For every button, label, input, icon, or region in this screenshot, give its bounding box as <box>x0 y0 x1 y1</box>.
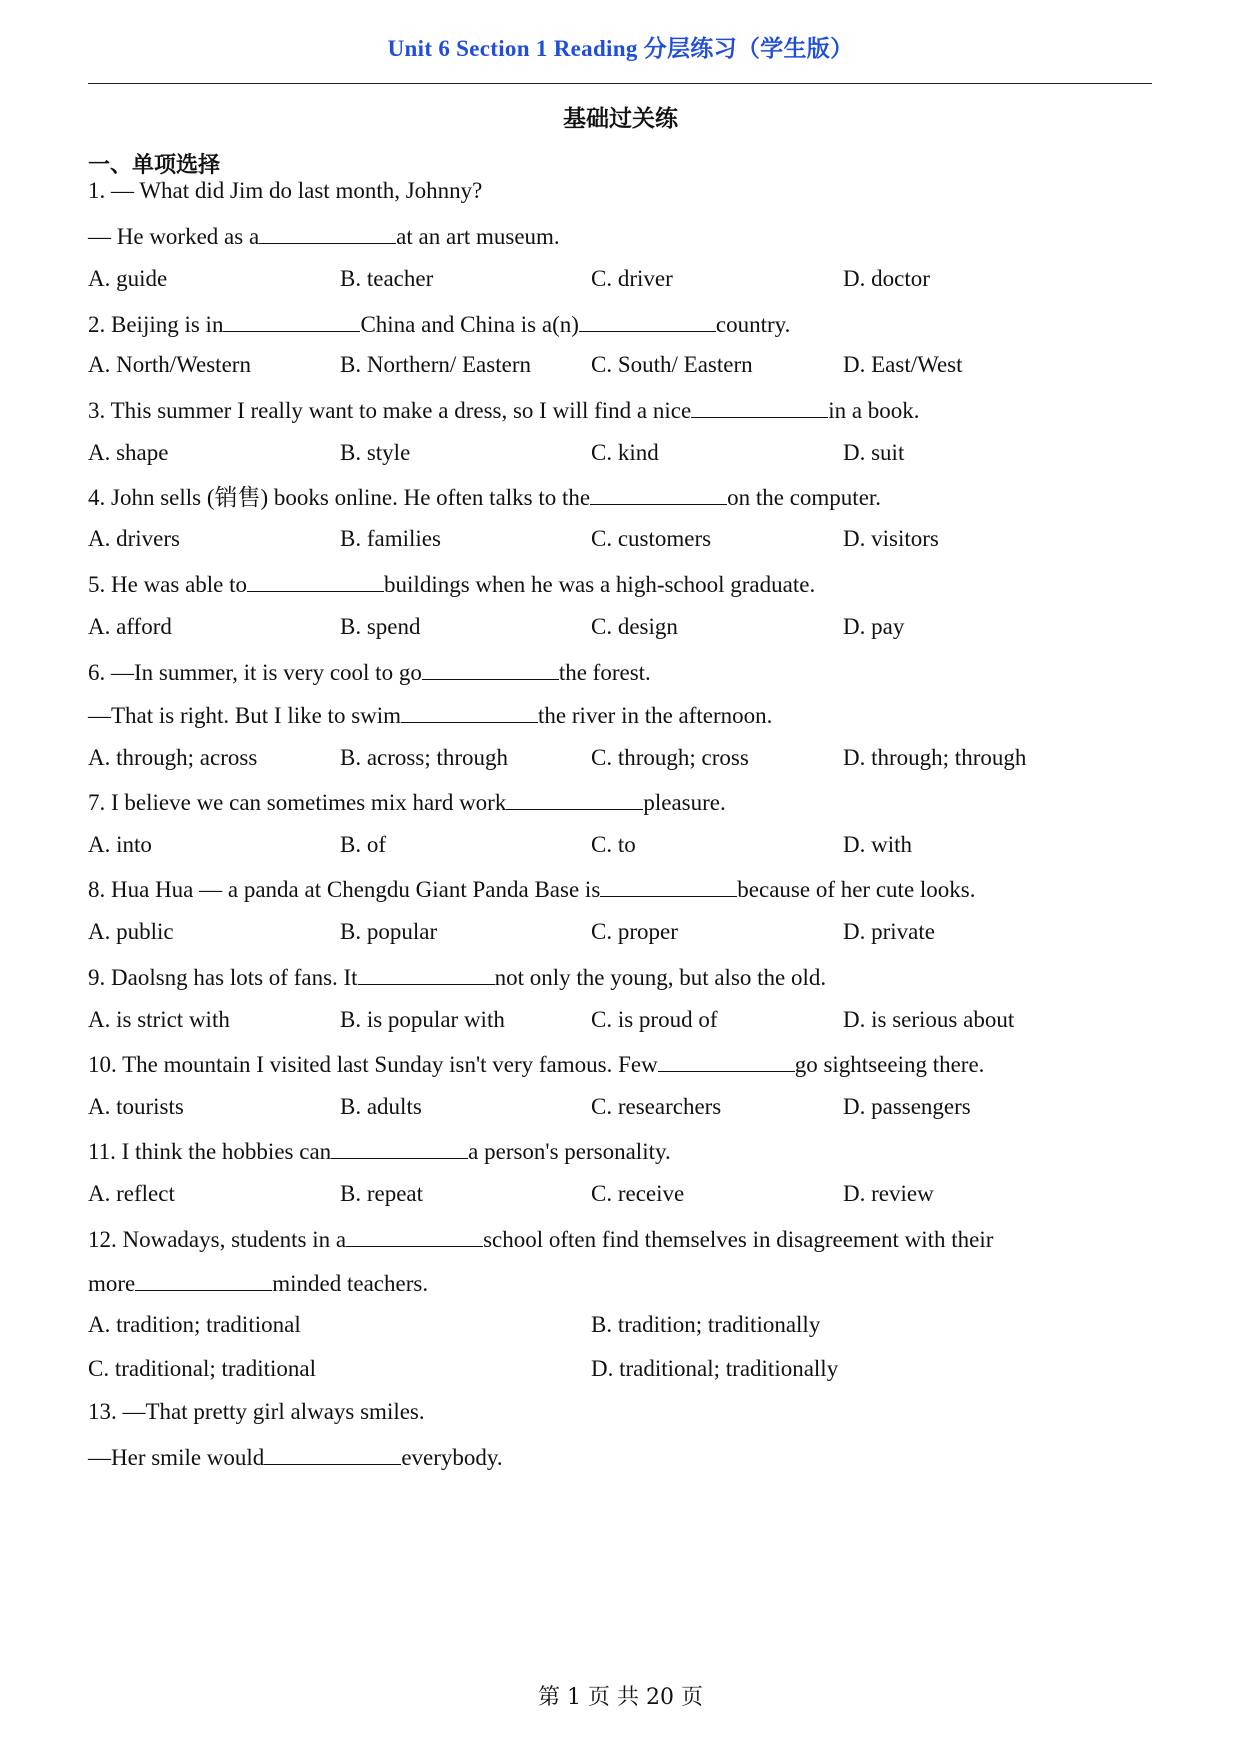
option-d[interactable]: D. review <box>843 1181 934 1206</box>
option-d[interactable]: D. pay <box>843 614 905 639</box>
answer-blank[interactable] <box>658 1049 795 1072</box>
option-a[interactable]: A. through; across <box>88 745 258 770</box>
question-3-options-row <box>88 439 1188 467</box>
question-text: at an art museum. <box>396 224 560 249</box>
answer-blank[interactable] <box>346 1224 483 1247</box>
option-c[interactable]: C. driver <box>591 266 673 291</box>
question-10-options-row <box>88 1093 1188 1121</box>
question-6-options-row <box>88 744 1188 772</box>
part-title: 一、单项选择 <box>88 153 221 178</box>
answer-blank[interactable] <box>259 221 396 244</box>
question-2-options-row <box>88 351 1188 379</box>
question-13-line-1 <box>88 1398 425 1426</box>
option-c[interactable]: C. South/ Eastern <box>591 352 753 377</box>
question-10-line-1 <box>88 1049 984 1079</box>
answer-blank[interactable] <box>247 569 384 592</box>
option-d[interactable]: D. East/West <box>843 352 963 377</box>
option-d[interactable]: D. traditional; traditionally <box>591 1356 839 1381</box>
question-text: 12. Nowadays, students in a <box>88 1227 347 1252</box>
option-c[interactable]: C. traditional; traditional <box>88 1356 317 1381</box>
question-9-line-1 <box>88 962 826 992</box>
question-text: 7. I believe we can sometimes mix hard work <box>88 790 507 815</box>
question-11-options-row <box>88 1180 1188 1208</box>
option-b[interactable]: B. adults <box>340 1094 422 1119</box>
question-text: because of her cute looks. <box>737 877 976 902</box>
question-7-line-1 <box>88 787 726 817</box>
answer-blank[interactable] <box>331 1136 468 1159</box>
option-c[interactable]: C. proper <box>591 919 678 944</box>
option-b[interactable]: B. Northern/ Eastern <box>340 352 531 377</box>
question-12-options-row <box>88 1355 1188 1383</box>
question-4-options-row <box>88 525 1188 553</box>
question-6-line-1 <box>88 657 651 687</box>
option-a[interactable]: A. drivers <box>88 526 180 551</box>
question-text: 1. — What did Jim do last month, Johnny? <box>88 178 483 203</box>
question-2-line-1 <box>88 309 790 339</box>
answer-blank[interactable] <box>401 700 538 723</box>
option-d[interactable]: D. visitors <box>843 526 939 551</box>
option-d[interactable]: D. suit <box>843 440 905 465</box>
question-text: —Her smile would <box>88 1445 265 1470</box>
answer-blank[interactable] <box>590 482 727 505</box>
question-8-options-row <box>88 918 1188 946</box>
question-text: a person's personality. <box>468 1139 671 1164</box>
option-a[interactable]: A. public <box>88 919 174 944</box>
question-text: more <box>88 1271 136 1296</box>
option-b[interactable]: B. families <box>340 526 441 551</box>
option-a[interactable]: A. afford <box>88 614 172 639</box>
question-9-options-row <box>88 1006 1188 1034</box>
question-text: on the computer. <box>727 485 882 510</box>
question-1-options-row <box>88 265 1188 293</box>
question-text: minded teachers. <box>272 1271 429 1296</box>
option-b[interactable]: B. style <box>340 440 411 465</box>
question-12-options-row <box>88 1311 1188 1339</box>
question-1-line-2 <box>88 221 560 251</box>
question-text: 5. He was able to <box>88 572 248 597</box>
question-text: 9. Daolsng has lots of fans. It <box>88 965 358 990</box>
answer-blank[interactable] <box>358 962 495 985</box>
question-11-line-1 <box>88 1136 671 1166</box>
option-a[interactable]: A. shape <box>88 440 169 465</box>
answer-blank[interactable] <box>422 657 559 680</box>
answer-blank[interactable] <box>691 395 828 418</box>
question-7-options-row <box>88 831 1188 859</box>
option-b[interactable]: B. spend <box>340 614 421 639</box>
option-b[interactable]: B. across; through <box>340 745 509 770</box>
option-c[interactable]: C. through; cross <box>591 745 749 770</box>
question-text: in a book. <box>828 398 920 423</box>
option-b[interactable]: B. of <box>340 832 386 857</box>
option-a[interactable]: A. into <box>88 832 152 857</box>
option-d[interactable]: D. doctor <box>843 266 930 291</box>
question-text: 8. Hua Hua — a panda at Chengdu Giant Panda Base is <box>88 877 601 902</box>
question-text: 4. John sells (销售) books online. He often talks to the <box>88 485 591 510</box>
option-b[interactable]: B. tradition; traditionally <box>591 1312 821 1337</box>
question-text: 11. I think the hobbies can <box>88 1139 332 1164</box>
option-a[interactable]: A. reflect <box>88 1181 175 1206</box>
question-text: the river in the afternoon. <box>538 703 773 728</box>
question-text: —That is right. But I like to swim <box>88 703 402 728</box>
option-b[interactable]: B. is popular with <box>340 1007 505 1032</box>
option-c[interactable]: C. customers <box>591 526 712 551</box>
question-12-line-1 <box>88 1224 993 1254</box>
option-c[interactable]: C. is proud of <box>591 1007 718 1032</box>
question-6-line-2 <box>88 700 772 730</box>
answer-blank[interactable] <box>264 1442 401 1465</box>
question-text: — He worked as a <box>88 224 260 249</box>
option-a[interactable]: A. is strict with <box>88 1007 230 1032</box>
answer-blank[interactable] <box>223 309 360 332</box>
answer-blank[interactable] <box>135 1268 272 1291</box>
option-b[interactable]: B. teacher <box>340 266 434 291</box>
option-a[interactable]: A. tourists <box>88 1094 184 1119</box>
answer-blank[interactable] <box>600 874 737 897</box>
question-text: 6. —In summer, it is very cool to go <box>88 660 422 685</box>
option-c[interactable]: C. to <box>591 832 636 857</box>
option-d[interactable]: D. passengers <box>843 1094 971 1119</box>
question-text: 13. —That pretty girl always smiles. <box>88 1399 425 1424</box>
option-b[interactable]: B. popular <box>340 919 438 944</box>
option-b[interactable]: B. repeat <box>340 1181 424 1206</box>
question-5-options-row <box>88 613 1188 641</box>
document-header: Unit 6 Section 1 Reading 分层练习（学生版） <box>387 36 854 61</box>
header-divider <box>88 83 1152 84</box>
question-4-line-1 <box>88 482 881 512</box>
section-title: 基础过关练 <box>563 106 678 132</box>
question-text: pleasure. <box>643 790 726 815</box>
option-c[interactable]: C. researchers <box>591 1094 722 1119</box>
question-1-line-1 <box>88 177 482 205</box>
answer-blank[interactable] <box>579 309 716 332</box>
option-a[interactable]: A. guide <box>88 266 168 291</box>
option-a[interactable]: A. tradition; traditional <box>88 1312 301 1337</box>
question-text: school often find themselves in disagreement with their <box>483 1227 994 1252</box>
question-text: everybody. <box>401 1445 503 1470</box>
question-text: the forest. <box>558 660 651 685</box>
option-d[interactable]: D. through; through <box>843 745 1027 770</box>
question-8-line-1 <box>88 874 976 904</box>
option-d[interactable]: D. private <box>843 919 935 944</box>
question-12-line-2 <box>88 1268 428 1298</box>
question-text: China and China is a(n) <box>360 312 579 337</box>
question-3-line-1 <box>88 395 920 425</box>
page-footer: 第 1 页 共 20 页 <box>538 1685 703 1710</box>
option-c[interactable]: C. receive <box>591 1181 685 1206</box>
question-text: not only the young, but also the old. <box>494 965 827 990</box>
option-a[interactable]: A. North/Western <box>88 352 251 377</box>
option-d[interactable]: D. is serious about <box>843 1007 1015 1032</box>
option-c[interactable]: C. kind <box>591 440 659 465</box>
answer-blank[interactable] <box>506 787 643 810</box>
option-d[interactable]: D. with <box>843 832 912 857</box>
question-13-line-2 <box>88 1442 503 1472</box>
question-text: country. <box>715 312 791 337</box>
question-text: 2. Beijing is in <box>88 312 224 337</box>
question-text: 3. This summer I really want to make a dress, so I will find a nice <box>88 398 692 423</box>
question-5-line-1 <box>88 569 815 599</box>
question-text: go sightseeing there. <box>794 1052 985 1077</box>
question-text: buildings when he was a high-school graduate. <box>384 572 816 597</box>
question-text: 10. The mountain I visited last Sunday isn't very famous. Few <box>88 1052 658 1077</box>
option-c[interactable]: C. design <box>591 614 678 639</box>
